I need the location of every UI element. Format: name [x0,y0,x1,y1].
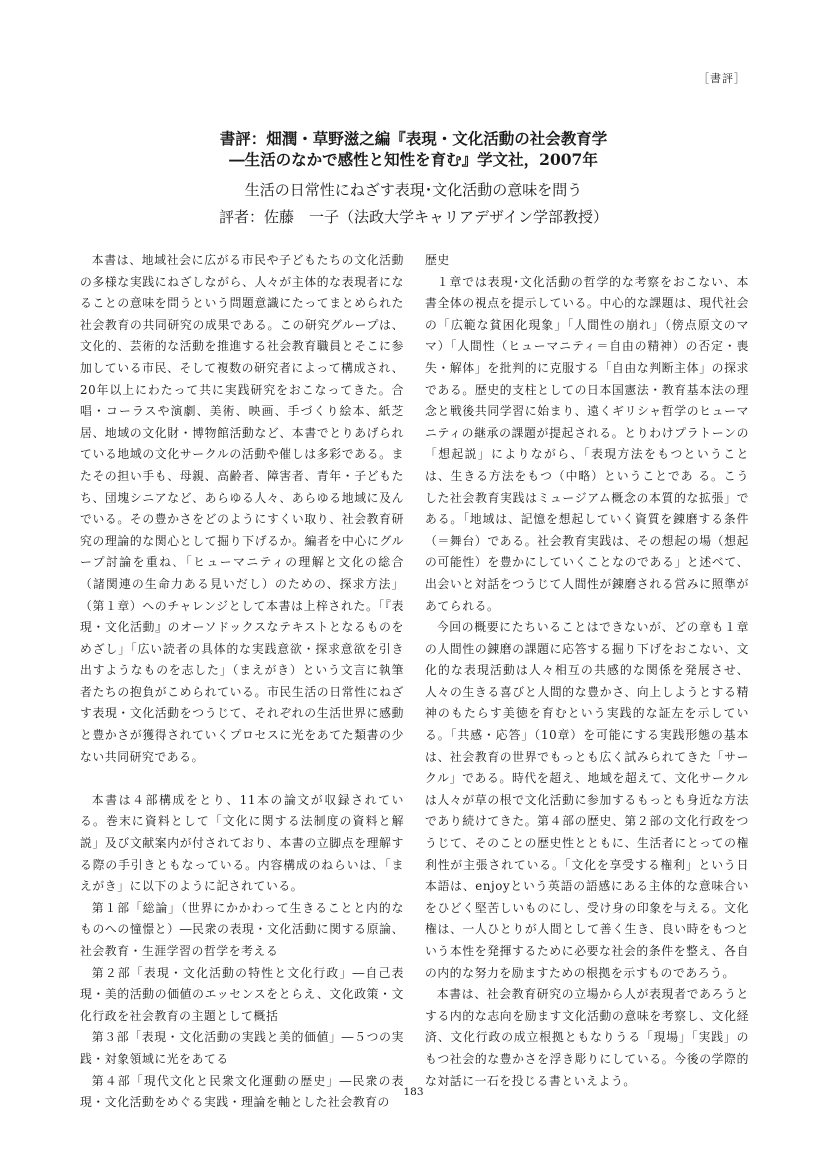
right-column [425,250,749,1092]
review-title [0,128,827,170]
title-line-2: ―生活のなかで感性と知性を育む』学文社，2007年 [229,150,598,169]
paragraph: 本書は、社会教育研究の立場から人が表現者であろうとする内的な志向を励ます文化活動の意味を考察し、文化経済、文化行政の成立根拠ともなりうる「現場」「実践」のもつ社会的な豊かさを浮き彫りにしている。今後の学際的な対話に一石を投じる書といえよう。 [425,987,749,1088]
paragraph: 今回の概要にたちいることはできないが、どの章も１章の人間性の錬磨の課題に応答する掘り下げをおこない、文化的な表現活動は人々相互の共感的な関係を発展させ、人々の生きる喜びと人間的な豊かさ、向上しようとする精神のもたらす美徳を育むという実践的な証左を示している｡「共感・応答」（10章）を可能にする実践形態の基本は、社会教育の世界でもっとも広く試みられてきた「サークル」である。時代を超え、地域を超えて、文化サークルは人々が草の根で文化活動に参加するもっとも身近な方法であり続けてきた。第４部の歴史、第２部の文化行政をつうじて、そのことの歴史性とともに、生活者にとっての権利性が主張されている。「文化を享受する権利」という日本語は、enjoyという英語の語感にある主体的な意味合いをひどく堅苦しいものにし、受け身の印象を与える。文化権は、一人ひとりが人間として善く生き、良い時をもつという本性を発揮するために必要な社会的条件を整え、各自の内的な努力を励ますための根拠を示すものであろう。 [425,620,749,980]
paragraph: 本書は、地域社会に広がる市民や子どもたちの文化活動の多様な実践にねざしながら、人々が主体的な表現者になることの意味を問うという問題意識にたってまとめられた社会教育の共同研究の成果である。この研究グループは、文化的、芸術的な活動を推進する社会教育職員とそこに参加している市民、そして複数の研究者によって構成され、20年以上にわたって共に実践研究をおこなってきた。合唱・コーラスや演劇、美術、映画、手づくり絵本、紙芝居、地域の文化財・博物館活動など、本書でとりあげられている地域の文化サークルの活動や催しは多彩である。またその担い手も、母親、高齢者、障害者、青年・子どもたち、団塊シニアなど、あらゆる人々、あらゆる地域に及んでいる。その豊かさをどのようにすくい取り、社会教育研究の理論的な関心として掘り下げるか。編者を中心にグループ討論を重ね､「ヒューマニティの理解と文化の総合（諸関連の生命力ある見いだし）のための、探求方法」（第１章）へのチャレンジとして本書は上梓された｡「『表現・文化活動』のオーソドックスなテキストとなるものをめざし」「広い読者の具体的な実践意欲・探求意欲を引き出すようなものを志した」（まえがき）という文言に執筆者たちの抱負がこめられている。市民生活の日常性にねざす表現・文化活動をつうじて、それぞれの生活世界に感動と豊かさが獲得されていくプロセスに光をあてた類書の少ない共同研究である。 [80,253,404,764]
reviewer-line: 評者：佐藤 一子（法政大学キャリアデザイン学部教授） [219,208,608,226]
paragraph: 第４部「現代文化と民衆文化運動の歴史」―民衆の表現・文化活動をめぐる実践・理論を軸とした社会教育の [80,1073,404,1110]
paragraph: 第３部「表現・文化活動の実践と美的価値」―５つの実践・対象領域に光をあてる [80,1030,404,1066]
page-number: 183 [403,1086,424,1098]
left-column [80,250,404,1114]
section-tag: ［書評］ [698,72,746,85]
paragraph: 歴史 [425,253,450,267]
paragraph: 本書は４部構成をとり、11本の論文が収録されている。巻末に資料として「文化に関する法制度の資料と解説」及び文献案内が付されており、本書の立脚点を理解する際の手引きともなっている。内容構成のねらいは､「まえがき」に以下のように記されている。 [80,792,404,894]
paragraph: 第１部「総論」（世界にかかわって生きることと内的なものへの憧憬と）―民衆の表現・文化活動に関する原論、社会教育・生涯学習の哲学を考える [80,900,404,958]
title-line-1: 書評：畑潤・草野滋之編『表現・文化活動の社会教育学 [219,129,608,148]
review-subtitle: 生活の日常性にねざす表現･文化活動の意味を問う [244,181,583,199]
paragraph: １章では表現･文化活動の哲学的な考察をおこない、本書全体の視点を提示している。中心的な課題は、現代社会の「広範な貧困化現象」「人間性の崩れ」（傍点原文のママ）「人間性（ヒューマニティ＝自由の精神）の否定・喪失・解体」を批判的に克服する「自由な判断主体」の探求である。歴史的支柱としての日本国憲法・教育基本法の理念と戦後共同学習に始まり、遠くギリシャ哲学のヒューマニティの継承の課題が提起される。とりわけプラトーンの「想起説」によりながら、「表現方法をもつということは、生きる方法をもつ（中略）ということであ る。こうした社会教育実践はミュージアム概念の本質的な拡張」である。「地域は、記憶を想起していく資質を錬磨する条件（＝舞台）である。社会教育実践は、その想起の場（想起の可能性）を豊かにしていくことなのである」と述べて、出会いと対話をつうじて人間性が錬磨される営みに照準があてられる。 [425,274,749,613]
paragraph: 第２部「表現・文化活動の特性と文化行政」―自己表現・美的活動の価値のエッセンスをとらえ、文化政策・文化行政を社会教育の主題として概括 [80,965,404,1023]
